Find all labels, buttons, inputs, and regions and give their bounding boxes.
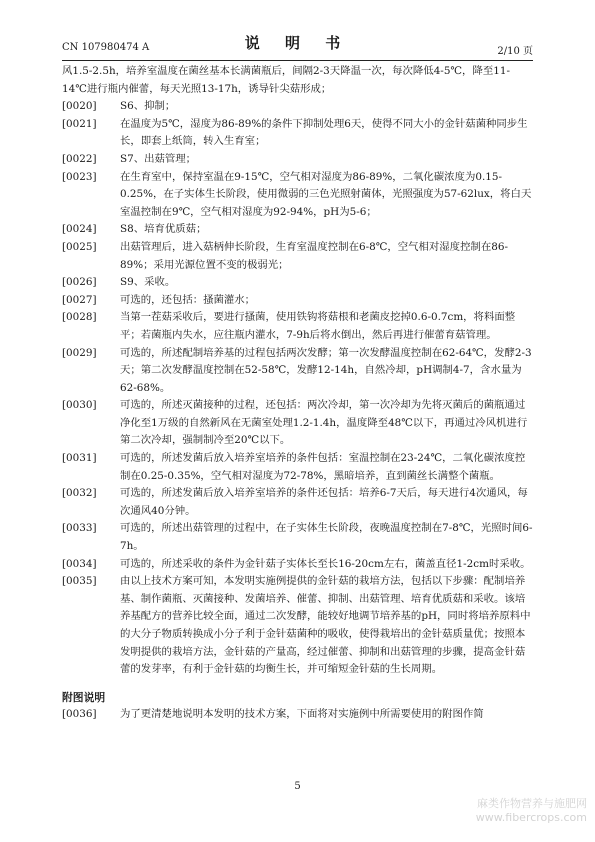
- watermark: [476, 795, 587, 824]
- paragraph: [62, 274, 534, 292]
- paragraph-number: [0022]: [62, 152, 97, 165]
- paragraph: [62, 556, 534, 574]
- page-number: 5: [294, 781, 301, 792]
- paragraph-text: 为了更清楚地说明本发明的技术方案，下面将对实施例中所需要使用的附图作简: [120, 708, 484, 721]
- paragraph: [62, 63, 534, 98]
- paragraph-number: [0034]: [62, 557, 97, 570]
- paragraph-text: 可选的，还包括：搔菌灌水；: [120, 293, 256, 306]
- paragraph: [62, 485, 534, 520]
- paragraph: [62, 520, 534, 555]
- paragraph-number: [0025]: [62, 240, 97, 253]
- paragraph-number: [0024]: [62, 223, 97, 236]
- paragraph-text: 可选的，所述发菌后放入培养室培养的条件还包括：培养6-7天后，每天进行4次通风，每次通风40分钟。: [120, 487, 528, 517]
- paragraph-number: [0023]: [62, 170, 97, 183]
- paragraph-number: [0033]: [62, 522, 97, 535]
- document-number: CN 107980474 A: [62, 42, 150, 53]
- paragraph-text: 出菇管理后，进入菇柄伸长阶段，生育室温度控制在6-8℃，空气相对湿度控制在86-89%；采用光源位置不变的极弱光；: [120, 240, 508, 271]
- paragraph-number: [0030]: [62, 399, 97, 412]
- paragraph-number: [0031]: [62, 452, 97, 465]
- paragraph: [62, 345, 534, 398]
- paragraph-text: S7、出菇管理；: [120, 152, 197, 165]
- paragraph-list: [62, 63, 534, 679]
- paragraph-text: 可选的，所述采收的条件为金针菇子实体长至长16-20cm左右，菌盖直径1-2cm时采收。: [120, 557, 531, 570]
- watermark-title: 麻类作物营养与施肥网: [477, 797, 587, 810]
- paragraph: [62, 309, 534, 344]
- watermark-url: www.fibercrops.com: [475, 811, 587, 824]
- paragraph: [62, 221, 534, 239]
- paragraph: [62, 151, 534, 169]
- paragraph: [62, 292, 534, 310]
- paragraph: [62, 450, 534, 485]
- paragraph-text: 由以上技术方案可知，本发明实施例提供的金针菇的栽培方法，包括以下步骤：配制培养基、制作菌瓶、灭菌接种、发菌培养、催蕾、抑制、出菇管理、培育优质菇和采收。该培养基配方的营养比较全面，通过二次发酵，能较好地调节培养基的pH，同时将培养原料中的大分子物质转换成小分子利于金针菇菌种的吸收，使得栽培出的金针菇质量优；按照本发明提供的栽培方法，金针菇的产量高，经过催蕾、抑制和出菇管理的步骤，提高金针菇蕾的发芽率，有利于金针菇的均衡生长，并可缩短金针菇的生长周期。: [120, 575, 531, 676]
- paragraph-number: [0021]: [62, 117, 97, 130]
- paragraph-number: [0028]: [62, 311, 97, 324]
- paragraph-text: 可选的，所述配制培养基的过程包括两次发酵；第一次发酵温度控制在62-64℃，发酵2-3天；第二次发酵温度控制在52-58℃，发酵12-14h，自然冷却，pH调制4-7，含水量为62-68%。: [120, 346, 532, 394]
- paragraph: [62, 169, 534, 222]
- paragraph-text: 可选的，所述灭菌接种的过程，还包括：两次冷却，第一次冷却为先将灭菌后的菌瓶通过净化至1万级的自然新风在无菌室处理1.2-1.4h，温度降至48℃以下，再通过冷风机进行第二次冷却，强制制冷至20℃以下。: [120, 399, 528, 447]
- paragraph: [62, 98, 534, 116]
- paragraph-number: [0027]: [62, 293, 97, 306]
- page-header: [62, 30, 533, 58]
- paragraph-text: 当第一茬菇采收后，要进行搔菌，使用铁钩将菇根和老菌皮挖掉0.6-0.7cm，将料面整平；若菌瓶内失水，应往瓶内灌水，7-9h后将水倒出，然后再进行催蕾育菇管理。: [120, 311, 516, 341]
- paragraph-text: 风1.5-2.5h，培养室温度在菌丝基本长满菌瓶后，间隔2-3天降温一次，每次降低4-5℃，降至11-14℃进行瓶内催蕾，每天光照13-17h，诱导针尖菇形成；: [62, 65, 510, 95]
- paragraph-number: [0026]: [62, 276, 97, 289]
- paragraph: [62, 397, 534, 450]
- paragraph: [62, 573, 534, 679]
- paragraph-number: [0032]: [62, 487, 97, 500]
- paragraph-text: S8、培育优质菇；: [120, 223, 207, 236]
- paragraph: [62, 706, 534, 724]
- paragraph-text: 在生育室中，保持室温在9-15℃，空气相对湿度为86-89%，二氧化碳浓度为0.15-0.25%，在子实体生长阶段，使用微弱的三色光照射菌体，光照强度为57-62lux，将白天室温控制在9℃，空气相对湿度为92-94%，pH为5-6；: [120, 170, 532, 218]
- paragraph: [62, 239, 534, 274]
- paragraph: [62, 116, 534, 151]
- document-body: [62, 63, 534, 724]
- paragraph-number: [0020]: [62, 100, 97, 113]
- paragraph-number: [0036]: [62, 708, 97, 721]
- paragraph-text: S9、采收。: [120, 276, 176, 289]
- page-indicator: 2/10 页: [497, 46, 533, 57]
- paragraph-text: S6、抑制；: [120, 100, 176, 113]
- paragraph-number: [0029]: [62, 346, 97, 359]
- header-rule: [62, 60, 533, 61]
- document-title: 说 明 书: [244, 34, 351, 52]
- paragraph-text: 可选的，所述出菇管理的过程中，在子实体生长阶段，夜晚温度控制在7-8℃，光照时间6-7h。: [120, 522, 533, 553]
- paragraph-number: [0035]: [62, 575, 97, 588]
- section-title: 附图说明: [62, 690, 106, 704]
- paragraph-text: 可选的，所述发菌后放入培养室培养的条件包括：室温控制在23-24℃，二氧化碳浓度控制在0.25-0.35%，空气相对湿度为72-78%，黑暗培养，直到菌丝长满整个菌瓶。: [120, 452, 526, 482]
- paragraph-text: 在温度为5℃，湿度为86-89%的条件下抑制处理6天，使得不同大小的金针菇菌种同步生长，即套上纸筒，转入生育室；: [120, 117, 528, 148]
